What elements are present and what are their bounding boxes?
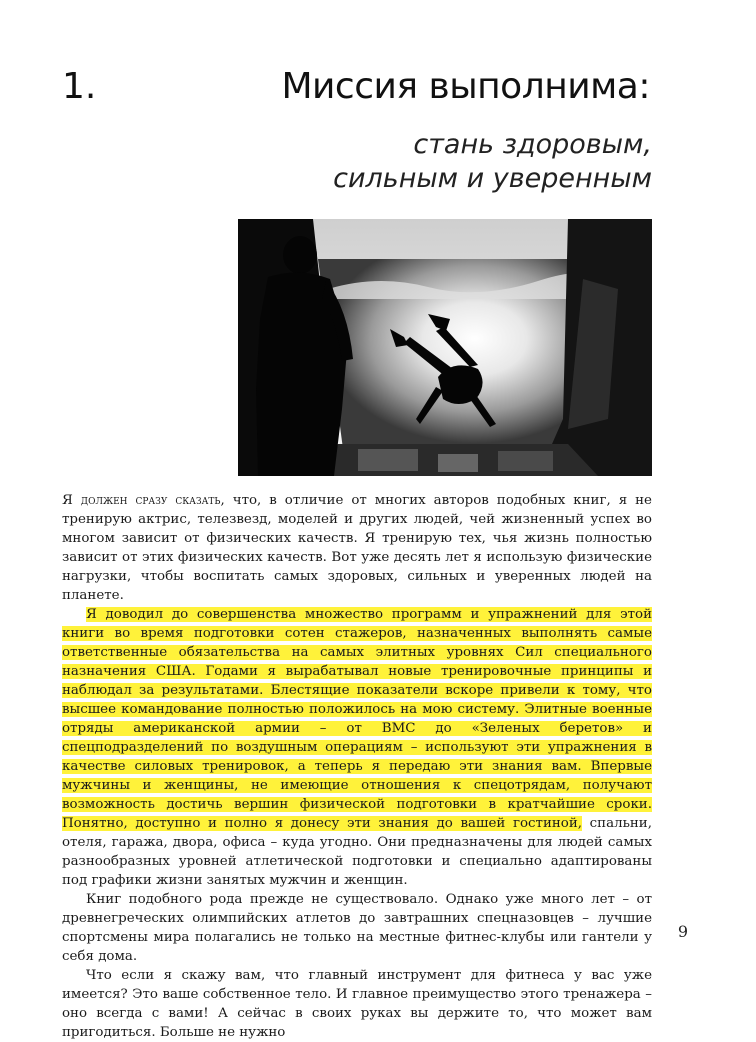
paragraph-2-rest: спальни, отеля, гаража, двора, офиса – куда угодно. Они предназначены для людей самых разнообразных уровней атлетической подготовки и специально адаптированы под графики жизни занятых мужчин и женщин. [62,816,652,888]
chapter-number: 1. [62,66,97,107]
chapter-subtitle [333,128,652,196]
paragraph-1 [62,491,652,605]
paragraph-1-lead: Я должен сразу сказать, [62,493,225,508]
chapter-title: Миссия выполнима: [281,66,650,107]
paragraph-1-rest: что, в отличие от многих авторов подобных книг, я не тренирую актрис, телезвезд, моделей и других людей, чей жизненный успех во многом зависит от физических качеств. Я тренирую тех, чья жизнь полностью зависит от этих физических качеств. Вот уже десять лет я использую физические нагрузки, чтобы воспитать самых здоровых, сильных и уверенных людей на планете. [62,493,652,603]
chapter-photo [238,219,652,476]
subtitle-line-1: стань здоровым, [413,129,652,160]
paragraph-3: Книг подобного рода прежде не существовало. Однако уже много лет – от древнегреческих олимпийских атлетов до завтрашних спецназовцев – лучшие спортсмены мира полагались не только на местные фитнес-клубы или гантели у себя дома. [62,892,652,964]
highlighted-passage: Я доводил до совершенства множество программ и упражнений для этой книги во время подготовки сотен стажеров, назначенных выполнять самые ответственные обязательства на самых элитных уровнях Сил специального назначения США. Годами я вырабатывал новые тренировочные принципы и наблюдал за результатами. Блестящие показатели вскоре привели к тому, что высшее командование полностью положилось на мою систему. Элитные военные отряды американской армии – от ВМС до «Зеленых беретов» и спецподразделений по воздушным операциям – используют эти упражнения в качестве силовых тренировок, а теперь я передаю эти знания вам. Впервые мужчины и женщины, не имеющие отношения к спецотрядам, получают возможность достичь вершин физической подготовки в кратчайшие сроки. Понятно, доступно и полно я донесу эти знания до вашей гостиной, [62,607,652,831]
subtitle-line-2: сильным и уверенным [333,163,652,194]
paragraph-2 [62,605,652,890]
skydiver-photo-illustration [238,219,652,476]
paragraph-4: Что если я скажу вам, что главный инструмент для фитнеса у вас уже имеется? Это ваше собственное тело. И главное преимущество этого тренажера – оно всегда с вами! А сейчас в своих руках вы держите то, что может вам пригодиться. Больше не нужно [62,968,652,1040]
body-text [62,491,652,1042]
page-number: 9 [677,922,688,941]
